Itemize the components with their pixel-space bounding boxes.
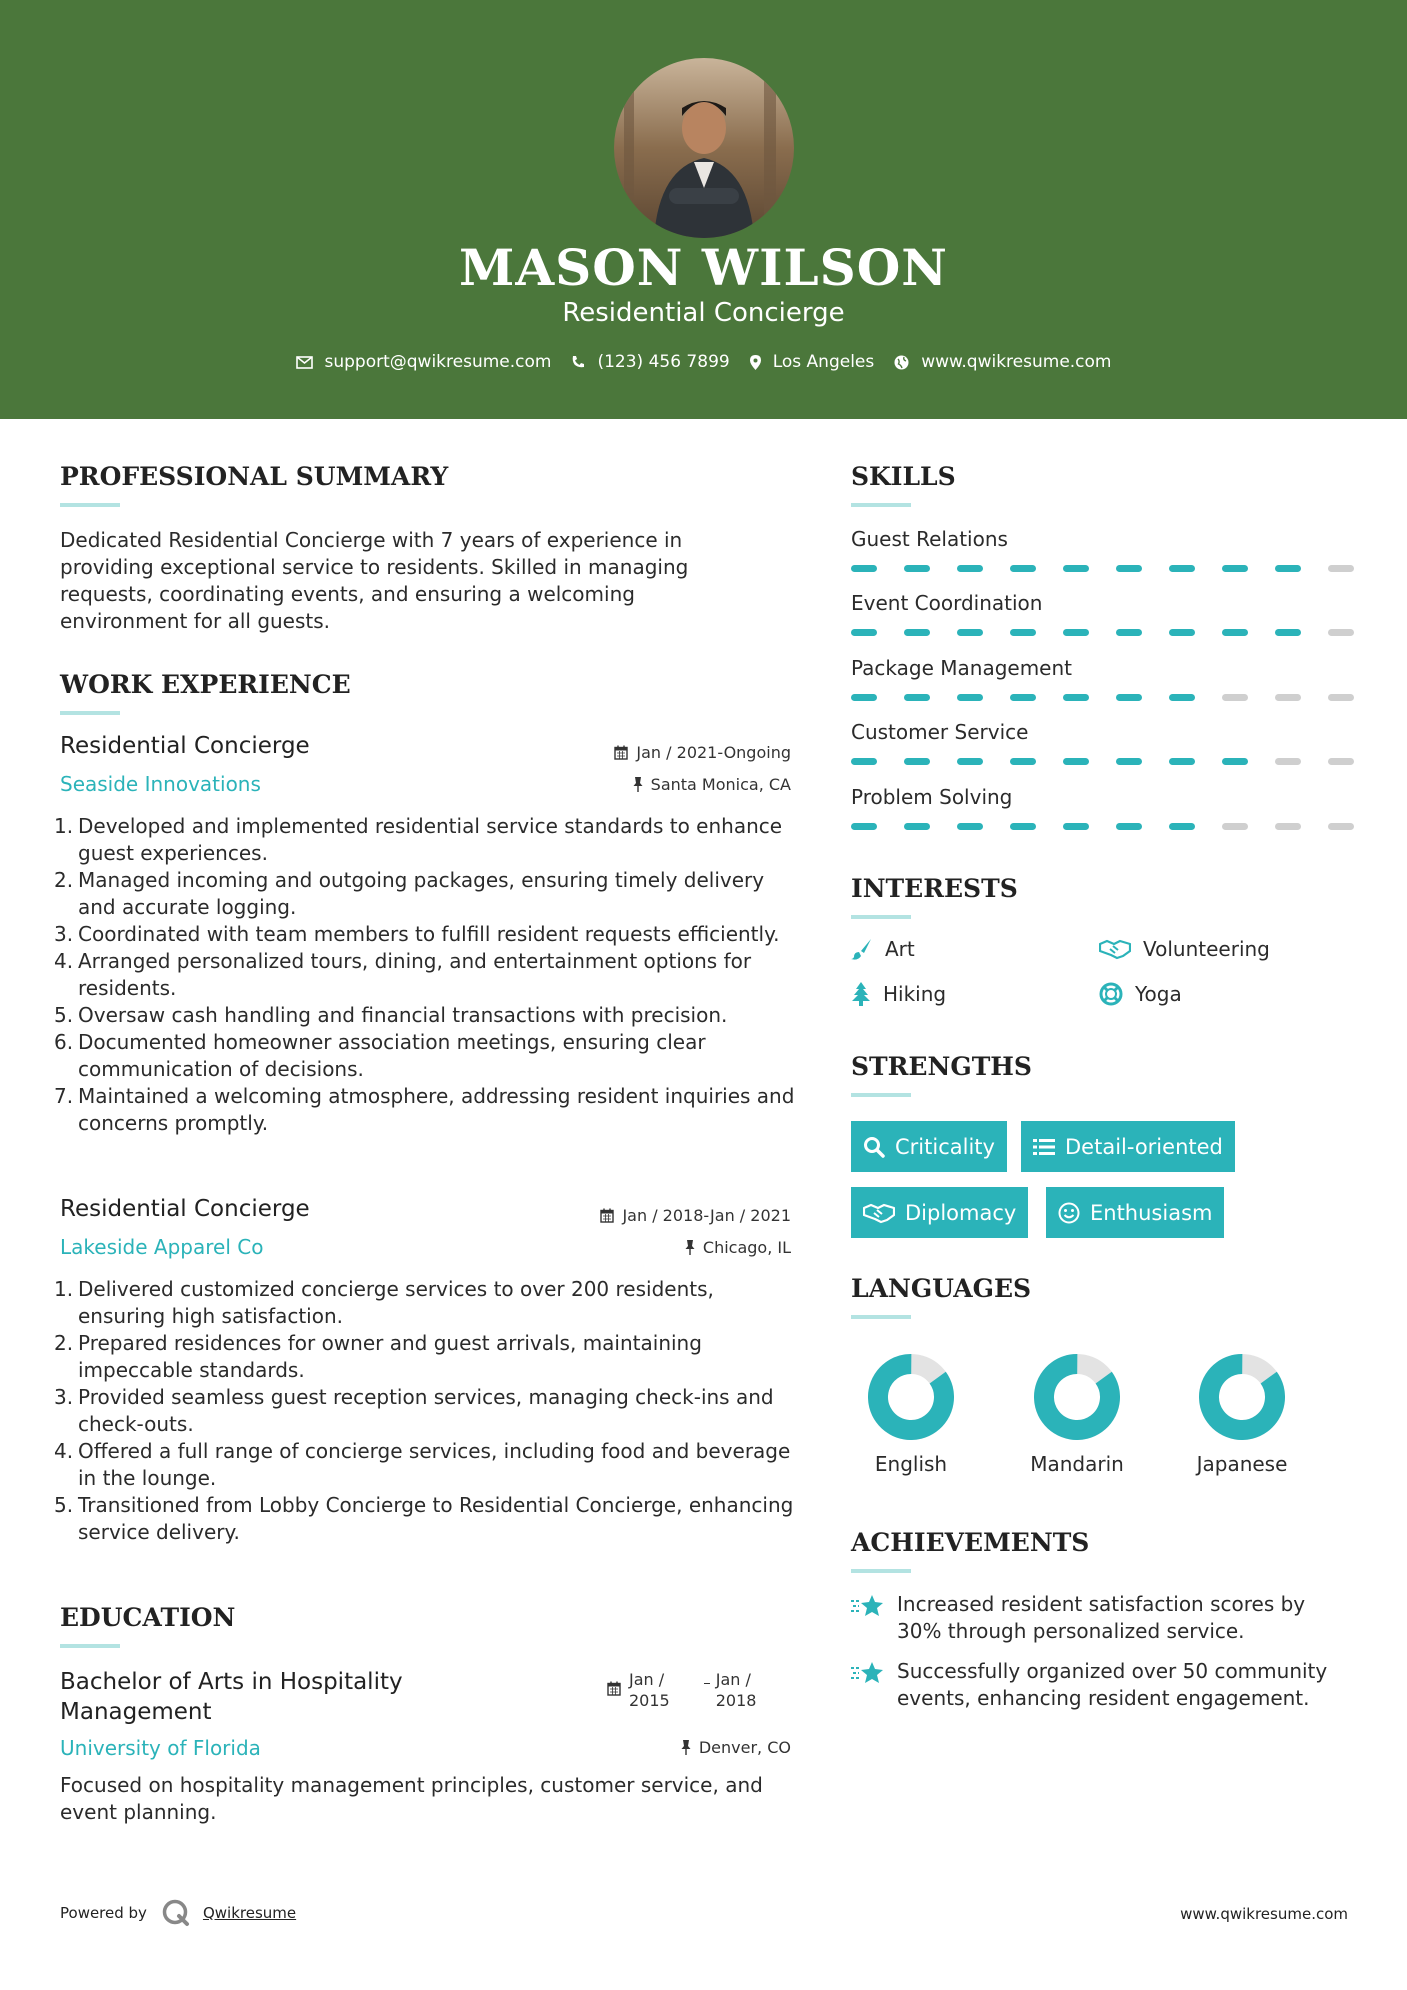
skill-name: Event Coordination (851, 591, 1043, 615)
date-separator (704, 1683, 710, 1684)
skill-level-dot (1275, 758, 1301, 765)
language-item (1017, 1354, 1137, 1476)
skill-level-dot (1328, 565, 1354, 572)
interest-label: Art (885, 937, 915, 961)
contact-location (750, 352, 875, 372)
job-location-text: Santa Monica, CA (650, 775, 791, 794)
skill-level-dot (957, 758, 983, 765)
strength-badge (851, 1121, 1007, 1172)
contact-phone-text: (123) 456 7899 (597, 352, 730, 372)
skill-level-bar (851, 565, 1381, 572)
footer-branding (60, 1898, 296, 1928)
contact-bar (0, 352, 1407, 372)
skill-level-dot (1275, 629, 1301, 636)
degree-title-line: Management (60, 1699, 212, 1725)
skill-level-dot (1328, 823, 1354, 830)
education-start-date (629, 1669, 670, 1711)
achievement-text: Increased resident satisfaction scores by 30% through personalized service. (897, 1592, 1306, 1643)
list-icon (1033, 1138, 1055, 1156)
list-item: Oversaw cash handling and financial transactions with precision. (78, 1003, 728, 1027)
section-rule (851, 915, 911, 919)
contact-email-text: support@qwikresume.com (324, 352, 552, 372)
resume-header (0, 0, 1407, 419)
handshake-icon (1099, 938, 1131, 960)
pin-icon (633, 777, 643, 792)
skill-level-dot (1275, 565, 1301, 572)
skill-level-bar (851, 694, 1381, 701)
section-rule (60, 1644, 120, 1648)
strength-label: Enthusiasm (1090, 1200, 1213, 1225)
skill-level-dot (851, 694, 877, 701)
skill-level-dot (851, 823, 877, 830)
calendar-icon (607, 1681, 621, 1696)
language-item (1182, 1354, 1302, 1476)
skill-level-dot (1116, 823, 1142, 830)
skill-level-dot (1169, 565, 1195, 572)
education-description: Focused on hospitality management principles, customer service, and event planning. (60, 1773, 763, 1824)
skill-level-dot (1116, 629, 1142, 636)
skill-level-dot (1328, 694, 1354, 701)
profile-photo (614, 58, 794, 238)
skill-level-dot (1328, 758, 1354, 765)
education-start-month: Jan / (629, 1670, 665, 1689)
list-item: Prepared residences for owner and guest arrivals, maintaining impeccable standards. (78, 1331, 702, 1382)
skill-level-dot (851, 629, 877, 636)
skill-level-dot (1063, 565, 1089, 572)
qwikresume-logo-icon (161, 1898, 191, 1928)
interest-item (851, 982, 946, 1006)
achievements-heading: ACHIEVEMENTS (851, 1528, 1090, 1557)
skill-level-dot (1169, 823, 1195, 830)
school-name[interactable]: University of Florida (60, 1736, 261, 1760)
skill-level-bar (851, 758, 1381, 765)
language-donut (1034, 1354, 1120, 1440)
company-name[interactable]: Seaside Innovations (60, 772, 261, 796)
shooting-star-icon (851, 1593, 885, 1619)
strength-badge (1046, 1187, 1224, 1238)
contact-phone[interactable] (571, 352, 729, 372)
skill-level-dot (1328, 629, 1354, 636)
skill-level-dot (904, 565, 930, 572)
company-name[interactable]: Lakeside Apparel Co (60, 1235, 264, 1259)
skill-level-dot (851, 565, 877, 572)
experience-heading: WORK EXPERIENCE (60, 670, 351, 699)
job-location (633, 775, 791, 794)
skill-level-dot (1169, 758, 1195, 765)
skill-name: Package Management (851, 656, 1073, 680)
skill-name: Problem Solving (851, 785, 1013, 809)
section-rule (851, 1569, 911, 1573)
section-rule (851, 1093, 911, 1097)
powered-by-label: Powered by (60, 1904, 147, 1922)
interest-label: Hiking (883, 982, 947, 1006)
strengths-heading: STRENGTHS (851, 1052, 1032, 1081)
achievement-item (851, 1658, 1351, 1712)
list-item: Developed and implemented residential service standards to enhance guest experiences. (78, 814, 783, 865)
skill-level-dot (1063, 823, 1089, 830)
skill-level-dot (1063, 694, 1089, 701)
handshake-icon (863, 1202, 895, 1224)
skill-level-dot (1010, 823, 1036, 830)
skill-level-dot (1010, 694, 1036, 701)
skill-level-dot (1010, 629, 1036, 636)
map-marker-icon (750, 355, 761, 370)
skill-level-dot (957, 823, 983, 830)
skill-level-dot (1222, 629, 1248, 636)
skill-level-dot (1169, 629, 1195, 636)
summary-text: Dedicated Residential Concierge with 7 years of experience in providing exceptional service to residents. Skilled in managing requests, coordinating events, and ensuring a welcoming environment for all guests. (60, 528, 689, 633)
interest-item (851, 937, 915, 961)
skill-level-dot (1275, 694, 1301, 701)
skill-level-dot (957, 694, 983, 701)
education-end-month: Jan / (715, 1670, 751, 1689)
skill-level-dot (1010, 565, 1036, 572)
degree-title (60, 1667, 403, 1727)
skill-level-dot (1222, 694, 1248, 701)
list-item: Arranged personalized tours, dining, and entertainment options for residents. (78, 949, 752, 1000)
list-item: Managed incoming and outgoing packages, ensuring timely delivery and accurate logging. (78, 868, 765, 919)
job-dates-text: Jan / 2021-Ongoing (636, 743, 791, 762)
strength-badge (851, 1187, 1028, 1238)
tree-icon (851, 982, 871, 1006)
education-start-year: 2015 (629, 1691, 670, 1710)
strength-badge (1021, 1121, 1235, 1172)
paintbrush-icon (851, 938, 873, 960)
strength-label: Criticality (895, 1134, 995, 1159)
job-dates (614, 743, 791, 762)
job-responsibilities (58, 813, 798, 1137)
skill-level-dot (1116, 565, 1142, 572)
language-label: Japanese (1196, 1452, 1288, 1476)
interests-heading: INTERESTS (851, 874, 1018, 903)
phone-icon (571, 355, 585, 369)
skill-level-dot (851, 758, 877, 765)
skill-level-dot (1063, 629, 1089, 636)
skill-level-dot (1063, 758, 1089, 765)
section-rule (851, 1315, 911, 1319)
footer-url[interactable]: www.qwikresume.com (1180, 1905, 1348, 1923)
languages-heading: LANGUAGES (851, 1274, 1032, 1303)
skill-level-dot (1116, 758, 1142, 765)
lifebuoy-icon (1099, 982, 1123, 1006)
skill-level-dot (1116, 694, 1142, 701)
contact-email[interactable] (296, 352, 552, 372)
globe-icon (894, 355, 909, 370)
candidate-name: MASON WILSON (459, 238, 948, 297)
skill-level-dot (957, 629, 983, 636)
job-responsibilities (58, 1276, 798, 1546)
skill-level-dot (1169, 694, 1195, 701)
skill-name: Customer Service (851, 720, 1029, 744)
list-item: Transitioned from Lobby Concierge to Residential Concierge, enhancing service delivery. (78, 1493, 794, 1544)
skills-heading: SKILLS (851, 462, 956, 491)
list-item: Coordinated with team members to fulfill resident requests efficiently. (78, 922, 780, 946)
skill-level-dot (957, 565, 983, 572)
brand-link[interactable]: Qwikresume (202, 1904, 297, 1922)
interest-item (1099, 937, 1270, 961)
list-item: Offered a full range of concierge services, including food and beverage in the lounge. (78, 1439, 791, 1490)
degree-title-line: Bachelor of Arts in Hospitality (60, 1669, 403, 1695)
list-item: Documented homeowner association meetings, ensuring clear communication of decisions. (78, 1030, 706, 1081)
education-end-date (716, 1669, 757, 1711)
education-location (681, 1738, 791, 1757)
language-donut (1199, 1354, 1285, 1440)
education-heading: EDUCATION (60, 1603, 236, 1632)
education-dates (607, 1669, 756, 1711)
list-item: Maintained a welcoming atmosphere, addressing resident inquiries and concerns promptly. (78, 1084, 795, 1135)
skill-level-bar (851, 629, 1381, 636)
skill-name: Guest Relations (851, 527, 1008, 551)
job-location (685, 1238, 791, 1257)
calendar-icon (614, 745, 628, 760)
search-icon (863, 1136, 885, 1158)
section-rule (60, 503, 120, 507)
achievement-text: Successfully organized over 50 community events, enhancing resident engagement. (897, 1659, 1328, 1710)
education-location-text: Denver, CO (698, 1738, 791, 1757)
skill-level-dot (904, 629, 930, 636)
interest-label: Volunteering (1143, 937, 1270, 961)
education-end-year: 2018 (715, 1691, 757, 1710)
list-item: Delivered customized concierge services to over 200 residents, ensuring high satisfaction. (78, 1277, 714, 1328)
achievement-item (851, 1591, 1351, 1645)
strength-label: Diplomacy (905, 1200, 1017, 1225)
skill-level-dot (904, 823, 930, 830)
language-donut (868, 1354, 954, 1440)
smile-icon (1058, 1202, 1080, 1224)
job-title: Residential Concierge (60, 733, 310, 759)
contact-location-text: Los Angeles (772, 352, 875, 372)
job-dates-text: Jan / 2018-Jan / 2021 (622, 1206, 791, 1225)
skill-level-dot (904, 758, 930, 765)
language-label: Mandarin (1030, 1452, 1124, 1476)
calendar-icon (600, 1208, 614, 1223)
skill-level-dot (1222, 823, 1248, 830)
interest-item (1099, 982, 1182, 1006)
language-label: English (874, 1452, 948, 1476)
job-dates (600, 1206, 791, 1225)
skill-level-dot (904, 694, 930, 701)
skill-level-dot (1275, 823, 1301, 830)
skill-level-dot (1222, 758, 1248, 765)
strength-label: Detail-oriented (1065, 1134, 1223, 1159)
job-title: Residential Concierge (60, 1196, 310, 1222)
envelope-icon (296, 356, 313, 369)
pin-icon (685, 1240, 695, 1255)
language-item (851, 1354, 971, 1476)
section-rule (60, 711, 120, 715)
job-location-text: Chicago, IL (702, 1238, 791, 1257)
skill-level-dot (1010, 758, 1036, 765)
skill-level-bar (851, 823, 1381, 830)
skill-level-dot (1222, 565, 1248, 572)
pin-icon (681, 1740, 691, 1755)
summary-heading: PROFESSIONAL SUMMARY (60, 462, 449, 491)
section-rule (851, 503, 911, 507)
list-item: Provided seamless guest reception services, managing check-ins and check-outs. (78, 1385, 774, 1436)
candidate-title: Residential Concierge (562, 298, 845, 328)
shooting-star-icon (851, 1660, 885, 1686)
contact-website[interactable] (894, 352, 1111, 372)
interest-label: Yoga (1135, 982, 1182, 1006)
contact-website-text: www.qwikresume.com (921, 352, 1112, 372)
